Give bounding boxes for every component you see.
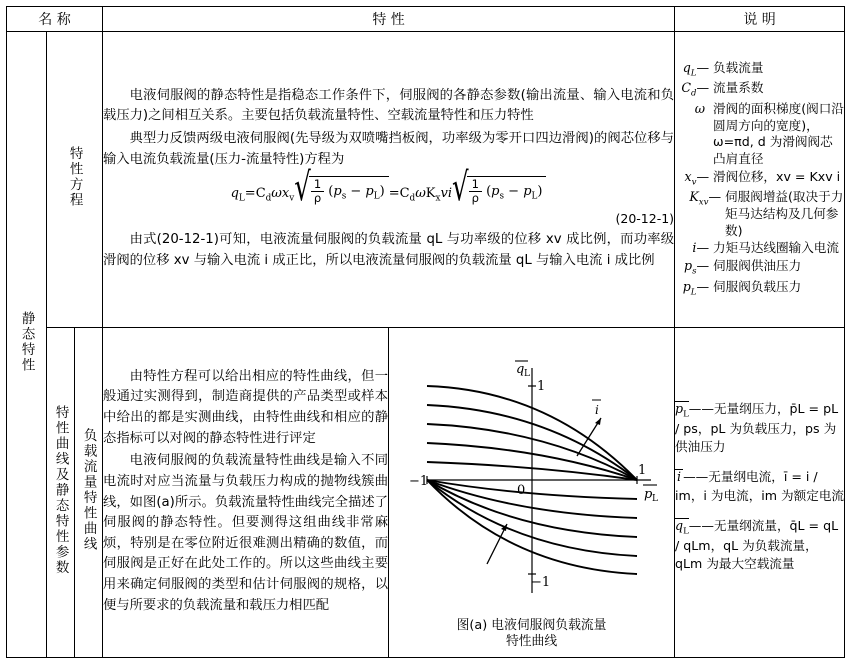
symbol-desc: 滑阀位移，xv = Kxv i (713, 168, 841, 184)
list-item: $p_L——$无量纲压力，p̄L = pL / ps，pL 为负载压力，ps 为供油压力 (675, 400, 839, 454)
symbol: $x_v—$ (684, 168, 710, 188)
symbol-desc: ——无量纲流量，q̄L = qL / qLm，qL 为负载流量，qLm 为最大空载流量 (675, 517, 839, 571)
characteristic-equation-body (103, 32, 675, 328)
tick-label-top: 1 (537, 379, 546, 394)
tick-label-left: −1 (409, 474, 429, 489)
list-item: $q_L——$无量纲流量，q̄L = qL / qLm，qL 为负载流量，qLm 为最大空载流量 (675, 517, 839, 571)
row-label-load-flow-curve-text: 负载流量特性曲线 (80, 428, 97, 553)
row-label-static-characteristics-text: 静态特性 (18, 311, 35, 374)
symbol-desc: ——无量纲压力，p̄L = pL / ps，pL 为负载压力，ps 为供油压力 (675, 400, 839, 454)
symbol-desc: 滑阀的面积梯度(阀口沿圆周方向的宽度)，ω=πd, d 为滑阀阀芯凸肩直径 (713, 101, 844, 166)
symbol: $p_L—$ (682, 278, 710, 298)
list-item: i ——无量纲电流，ī = i / im，i 为电流，im 为额定电流 (675, 469, 845, 503)
paragraph: 由特性方程可以给出相应的特性曲线，但一般通过实测得到，制造商提供的产品类型或样本中给出的都是实测曲线，由特性曲线和相应的静态指标可以对阀的静态特性进行评定 (103, 368, 389, 446)
symbol-desc: 力矩马达线圈输入电流 (713, 240, 839, 256)
equation-number: (20-12-1) (615, 210, 675, 226)
chart-caption (389, 618, 674, 651)
list-item (675, 101, 844, 167)
svg-text:L: L (524, 369, 531, 379)
header-characteristics: 特 性 (103, 7, 675, 32)
row-label-characteristic-equation-text: 特性方程 (66, 146, 83, 209)
row-label-static-characteristics (7, 32, 47, 658)
list-item (675, 240, 844, 257)
description-dimensionless-list (675, 328, 845, 658)
tick-label-bottom: −1 (531, 575, 551, 590)
list-item (675, 189, 844, 239)
table-header-row (7, 7, 845, 32)
row-label-curve-params (47, 328, 75, 658)
tick-label-right: 1 (638, 463, 647, 478)
header-description: 说 明 (675, 7, 845, 32)
curve-body-text (103, 328, 389, 658)
row-label-load-flow-curve (75, 328, 103, 658)
paragraph: 电液伺服阀的静态特性是指稳态工作条件下，伺服阀的各静态参数(输出流量、输入电流和负载压力)之间相互关系。主要包括负载流量特性、空载流量特性和压力特性 (103, 87, 675, 124)
symbol-desc: 伺服阀增益(取决于力矩马达结构及几何参数) (725, 189, 844, 238)
paragraph: 电液伺服阀的负载流量特性曲线是输入不同电流时对应当流量与负载压力构成的抛物线簇曲线，如图(a)所示。负载流量特性曲线完全描述了伺服阀的静态特性。但要测得这组曲线非常麻烦，特别是在零位附近很难测出精确的数值，而伺服阀是正好在此处工作的。所以这些曲线主要用来确定伺服阀的类型和估计伺服阀的规格，以便与所要求的负载流量和载压力相匹配 (103, 453, 389, 613)
symbol: $C_d—$ (681, 80, 710, 99)
list-item (675, 279, 844, 299)
symbol-desc: 流量系数 (713, 80, 764, 96)
row-label-curve-params-text: 特性曲线及静态特性参数 (52, 404, 69, 576)
list-item (675, 258, 844, 278)
formula-equation: $q_L=C_d\omega x_v$ √ $\frac{1}{\rho}$ $(p_s - p_L)$ $=C_d\omega K_xvi$ √ $\frac{1}{\rho}$ $(p_s - p_L)$ (103, 176, 674, 206)
load-flow-chart-svg (389, 328, 675, 628)
list-item (675, 60, 844, 80)
symbol-desc: 伺服阀负载压力 (713, 278, 802, 294)
svg-text:L: L (652, 494, 659, 504)
symbol: i— (692, 240, 710, 256)
chart-caption-line2: 特性曲线 (505, 634, 558, 650)
load-flow-chart-cell (389, 328, 675, 658)
symbol: $q_L—$ (682, 59, 710, 79)
paragraph: 典型力反馈两级电液伺服阀(先导级为双喷嘴挡板阀，功率级为零开口四边滑阀)的阀芯位移与输入电流负载流量(压力-流量特性)方程为 (103, 131, 675, 167)
row-label-characteristic-equation (47, 32, 103, 328)
symbol-desc: ——无量纲电流，ī = i / im，i 为电流，im 为额定电流 (675, 469, 845, 503)
x-axis-label: p (644, 487, 653, 502)
spec-table (6, 6, 845, 658)
chart-caption-line1: 图(a) 电液伺服阀负载流量 (456, 617, 607, 633)
table-row (7, 328, 845, 658)
y-axis-label: q (516, 362, 525, 377)
header-name: 名 称 (7, 7, 103, 32)
arrow-label-i: i (595, 403, 599, 417)
list-item (675, 80, 844, 100)
symbol-desc: 负载流量 (713, 59, 764, 75)
symbol-desc: 伺服阀供油压力 (713, 257, 802, 273)
symbol: $p_s—$ (684, 257, 710, 277)
tick-label-origin: 0 (517, 483, 526, 498)
list-item (675, 169, 844, 189)
paragraph: 由式(20-12-1)可知，电液流量伺服阀的负载流量 qL 与功率级的位移 xv 成比例，而功率级滑阀的位移 xv 与输入电流 i 成正比，所以电液流量伺服阀的负载流量 qL 与输入电流 i 成比例 (103, 231, 675, 268)
symbol: $K_{xv}—$ (689, 189, 722, 208)
symbol: ω (694, 101, 706, 117)
load-flow-chart (389, 328, 674, 657)
description-symbols-list (675, 32, 845, 328)
table-row (7, 32, 845, 328)
